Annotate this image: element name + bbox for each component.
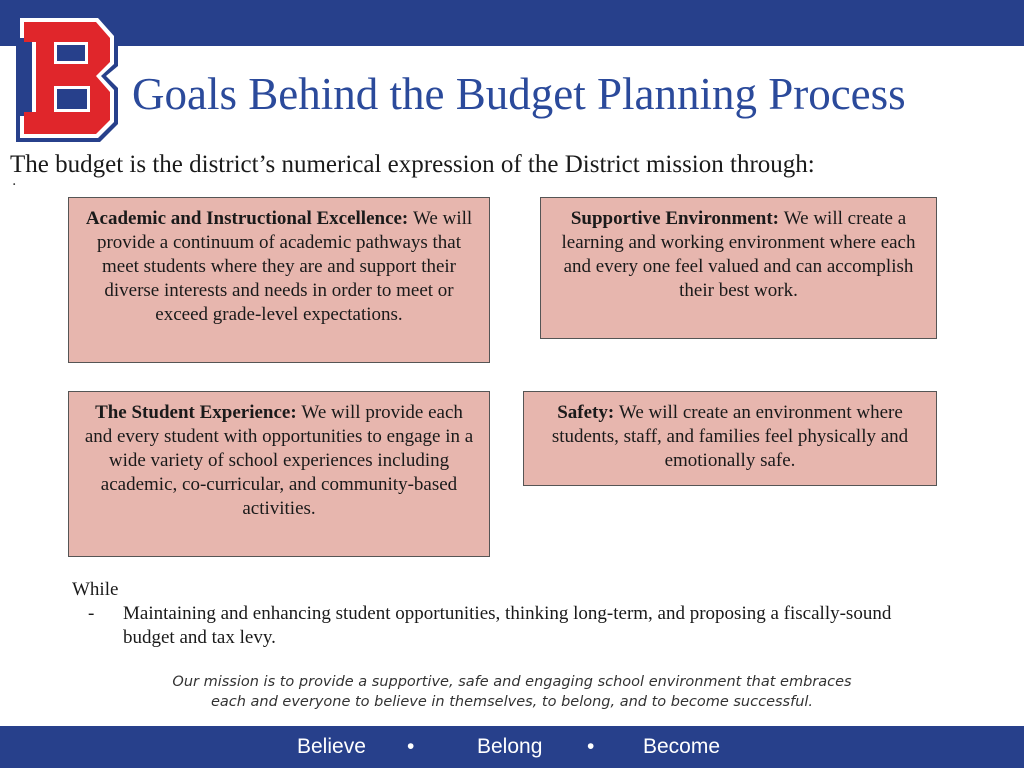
goal-body: We will create an environment where students, staff, and families feel physically and emotionally safe.	[551, 402, 909, 471]
mission-statement: Our mission is to provide a supportive, safe and engaging school environment that embraces each and everyone to believe in themselves, to belong, and to become successful.	[172, 674, 852, 710]
goal-box-safety	[523, 391, 937, 486]
while-item-text: Maintaining and enhancing student opportunities, thinking long-term, and proposing a fiscally-sound budget and tax levy.	[123, 603, 892, 648]
while-label: While	[72, 579, 119, 600]
motto-become: Become	[643, 735, 721, 758]
goal-body: We will create a learning and working environment where each and every one feel valued and can accomplish their best work.	[561, 208, 916, 301]
goal-body: We will provide each and every student with opportunities to engage in a wide variety of school experiences including academic, co-curricular, and community-based activities.	[84, 402, 474, 519]
goal-body: We will provide a continuum of academic pathways that meet students where they are and support their diverse interests and needs in order to meet or exceed grade-level expectations.	[96, 208, 473, 325]
motto-belong: Belong	[477, 735, 543, 758]
dash-bullet: -	[88, 603, 95, 624]
block-letter-b-logo	[14, 12, 120, 144]
goal-box-student-experience	[68, 391, 490, 557]
goal-heading: Supportive Environment:	[570, 208, 784, 229]
goal-heading: Academic and Instructional Excellence:	[85, 208, 414, 229]
goal-box-supportive	[540, 197, 937, 339]
stray-mark: ·	[12, 177, 17, 193]
goal-heading: Safety:	[557, 402, 619, 423]
page-title: Goals Behind the Budget Planning Process	[132, 69, 906, 119]
motto-believe: Believe	[297, 735, 366, 758]
bullet-separator: •	[407, 735, 415, 758]
goal-box-academic	[68, 197, 490, 363]
while-list-item	[88, 602, 908, 650]
footer-banner	[0, 726, 1024, 768]
top-banner	[0, 0, 1024, 46]
intro-text: The budget is the district’s numerical expression of the District mission through:	[10, 151, 815, 178]
goal-heading: The Student Experience:	[95, 402, 302, 423]
bullet-separator: •	[587, 735, 595, 758]
